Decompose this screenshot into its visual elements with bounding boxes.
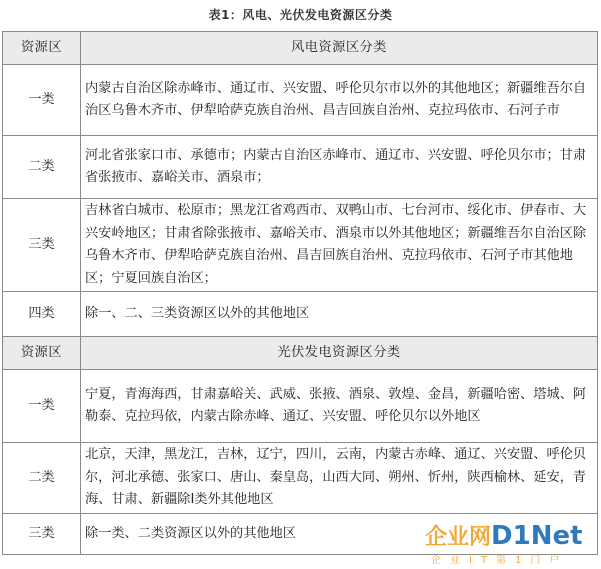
table-row [3, 292, 598, 337]
zone-class-cell: 二类 [3, 136, 81, 199]
zone-description-cell: 宁夏，青海海西，甘肃嘉峪关、武威、张掖、酒泉、敦煌、金昌，新疆哈密、塔城、阿勒泰、克拉玛依，内蒙古除赤峰、通辽、兴安盟、呼伦贝尔以外地区 [81, 370, 598, 443]
solar-header-row [3, 337, 598, 370]
watermark-subtitle: 企业IT第1门户 [431, 555, 569, 566]
zone-class-cell: 一类 [3, 65, 81, 136]
watermark-main [425, 523, 583, 551]
zone-description-cell: 除一、二、三类资源区以外的其他地区 [81, 292, 598, 337]
zone-class-cell: 三类 [3, 199, 81, 292]
zone-description-cell: 北京，天津，黑龙江，吉林，辽宁，四川，云南，内蒙古赤峰、通辽、兴安盟、呼伦贝尔，河北承德、张家口、唐山、秦皇岛，山西大同、朔州、忻州，陕西榆林、延安，青海、甘肃、新疆除Ⅰ类外其他地区 [81, 443, 598, 514]
table-row [3, 443, 598, 514]
watermark-d1-text: D1 [491, 521, 531, 551]
table-row [3, 136, 598, 199]
zone-class-cell: 一类 [3, 370, 81, 443]
zone-class-cell: 四类 [3, 292, 81, 337]
solar-header-zone: 资源区 [3, 337, 81, 370]
zone-description-cell: 除一类、二类资源区以外的其他地区 [81, 514, 598, 555]
wind-header-row [3, 32, 598, 65]
watermark-logo [425, 523, 595, 567]
table-row [3, 370, 598, 443]
solar-header-classification: 光伏发电资源区分类 [81, 337, 598, 370]
table-row [3, 199, 598, 292]
zone-description-cell: 吉林省白城市、松原市；黑龙江省鸡西市、双鸭山市、七台河市、绥化市、伊春市、大兴安岭地区；甘肃省除张掖市、嘉峪关市、酒泉市以外其他地区；新疆维吾尔自治区除乌鲁木齐市、伊犁哈萨克族自治州、昌吉回族自治州、克拉玛依市、石河子市其他地区；宁夏回族自治区； [81, 199, 598, 292]
table-row [3, 65, 598, 136]
resource-zone-table [2, 31, 598, 555]
zone-class-cell: 二类 [3, 443, 81, 514]
wind-header-classification: 风电资源区分类 [81, 32, 598, 65]
wind-header-zone: 资源区 [3, 32, 81, 65]
watermark-cn-text: 企业网 [425, 525, 492, 550]
zone-description-cell: 河北省张家口市、承德市；内蒙古自治区赤峰市、通辽市、兴安盟、呼伦贝尔市；甘肃省张掖市、嘉峪关市、酒泉市； [81, 136, 598, 199]
zone-class-cell: 三类 [3, 514, 81, 555]
zone-description-cell: 内蒙古自治区除赤峰市、通辽市、兴安盟、呼伦贝尔市以外的其他地区；新疆维吾尔自治区乌鲁木齐市、伊犁哈萨克族自治州、昌吉回族自治州、克拉玛依市、石河子市 [81, 65, 598, 136]
table-title: 表1：风电、光伏发电资源区分类 [208, 8, 393, 22]
watermark-net-text: Net [530, 521, 583, 551]
